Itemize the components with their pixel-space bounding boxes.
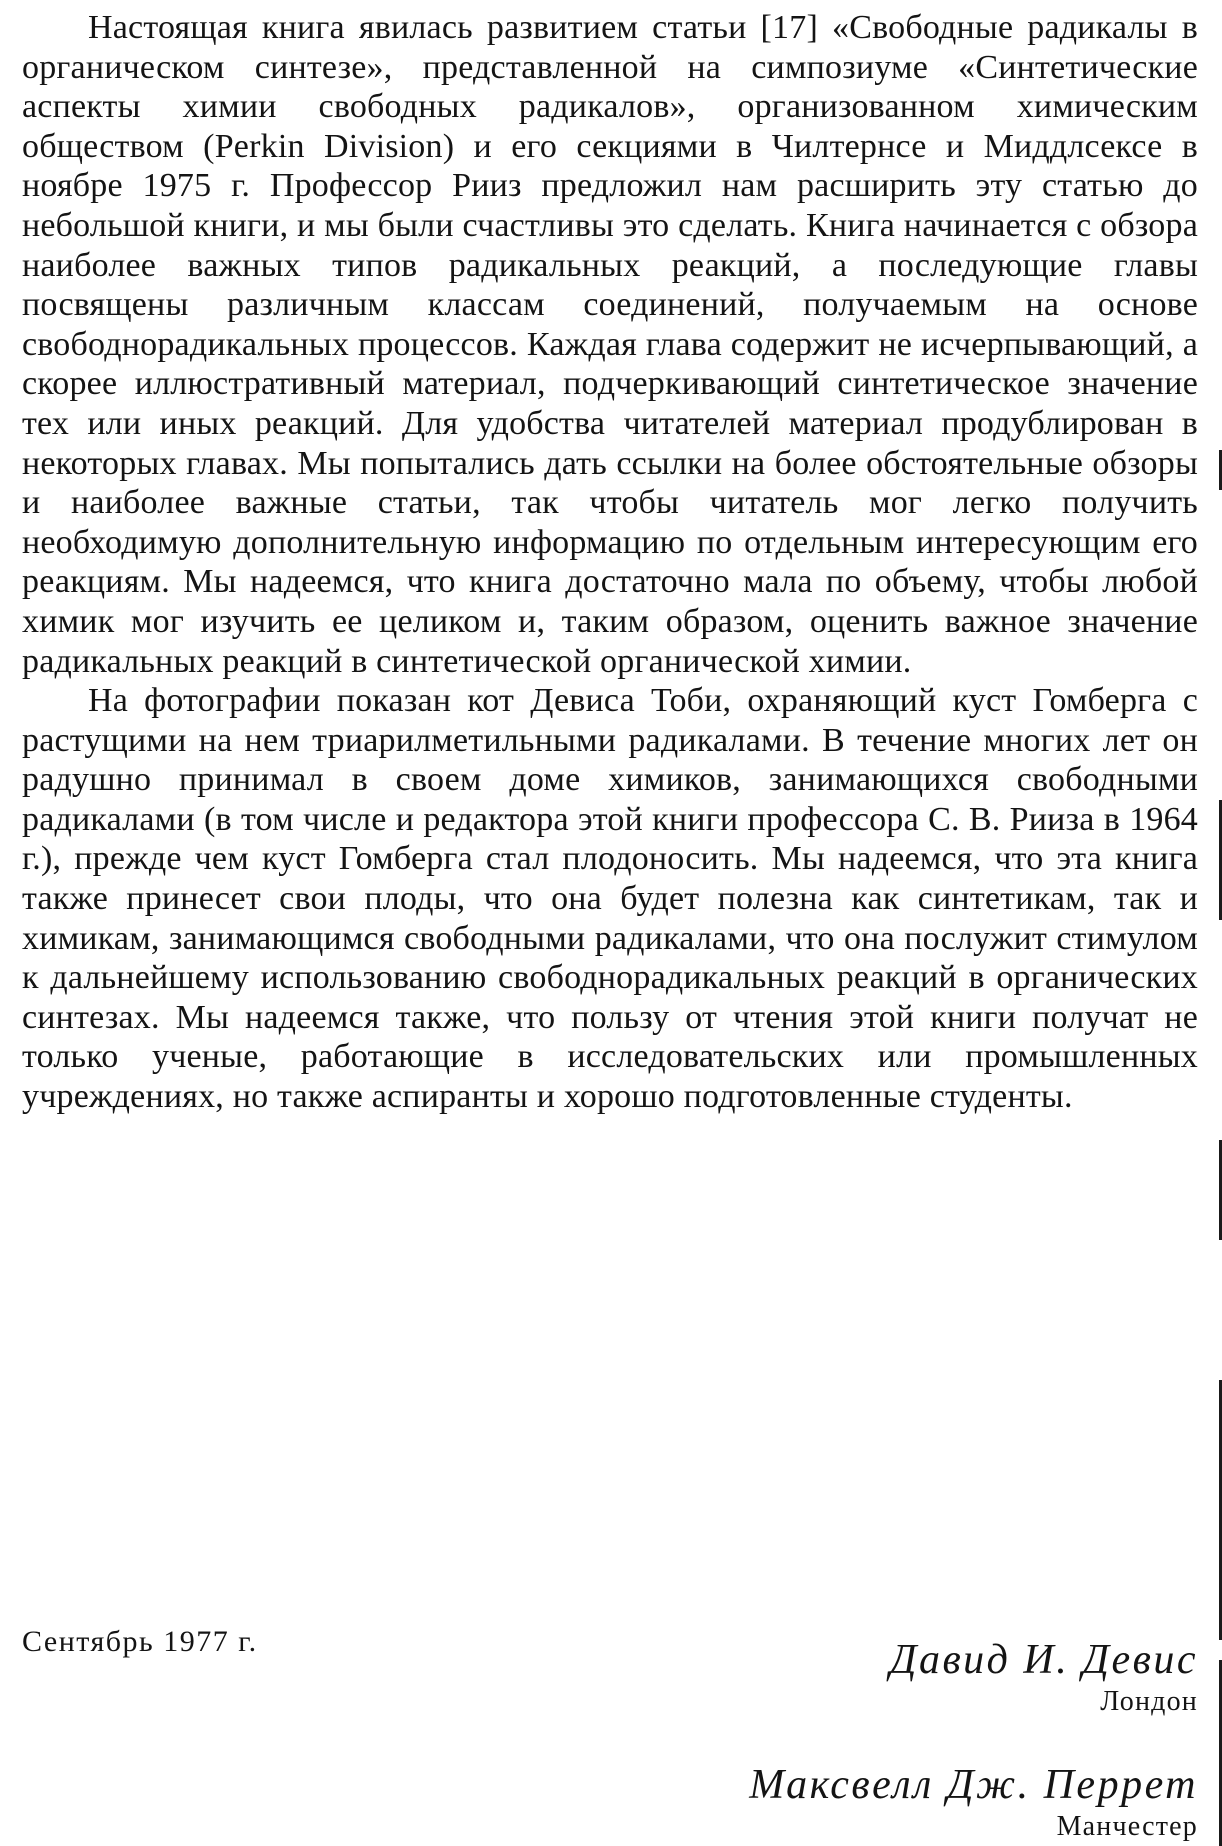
- author-name: Давид И. Девис: [889, 1637, 1198, 1683]
- date-line: Сентябрь 1977 г.: [22, 1625, 258, 1658]
- signature-2: [749, 1760, 1198, 1844]
- author-name: Максвелл Дж. Перрет: [749, 1762, 1198, 1808]
- paragraph-1: Настоящая книга явилась развитием статьи [17] «Свободные радикалы в органическом синтезе», представленной на симпозиуме «Синтетические аспекты химии свободных радикалов», организованном химическим обществом (Perkin Division) и его секциями в Чилтернсе и Миддлсексе в ноябре 1975 г. Профессор Рииз предложил нам расширить эту статью до небольшой книги, и мы были счастливы это сделать. Книга начинается с обзора наиболее важных типов радикальных реакций, а последующие главы посвящены различным классам соединений, получаемым на основе свободнорадикальных процессов. Каждая глава содержит не исчерпывающий, а скорее иллюстративный материал, подчеркивающий синтетическое значение тех или иных реакций. Для удобства читателей материал продублирован в некоторых главах. Мы попытались дать ссылки на более обстоятельные обзоры и наиболее важные статьи, так чтобы читатель мог легко получить необходимую дополнительную информацию по отдельным интересующим его реакциям. Мы надеемся, что книга достаточно мала по объему, чтобы любой химик мог изучить ее целиком и, таким образом, оценить важное значение радикальных реакций в синтетической органической химии.: [22, 9, 1198, 680]
- author-city: Манчестер: [1056, 1811, 1198, 1843]
- preface-body: [22, 8, 1198, 1117]
- paragraph-2: На фотографии показан кот Девиса Тоби, охраняющий куст Гомберга с растущими на нем триарилметильными радикалами. В течение многих лет он радушно принимал в своем доме химиков, занимающихся свободными радикалами (в том числе и редактора этой книги профессора С. В. Рииза в 1964 г.), прежде чем куст Гомберга стал плодоносить. Мы надеемся, что эта книга также принесет свои плоды, что она будет полезна как синтетикам, так и химикам, занимающимся свободными радикалами, что она послужит стимулом к дальнейшему использованию свободнорадикальных реакций в органических синтезах. Мы надеемся также, что пользу от чтения этой книги получат не только ученые, работающие в исследовательских или промышленных учреждениях, но также аспиранты и хорошо подготовленные студенты.: [22, 682, 1198, 1116]
- author-city: Лондон: [1100, 1686, 1198, 1718]
- signature-1: [890, 1635, 1198, 1719]
